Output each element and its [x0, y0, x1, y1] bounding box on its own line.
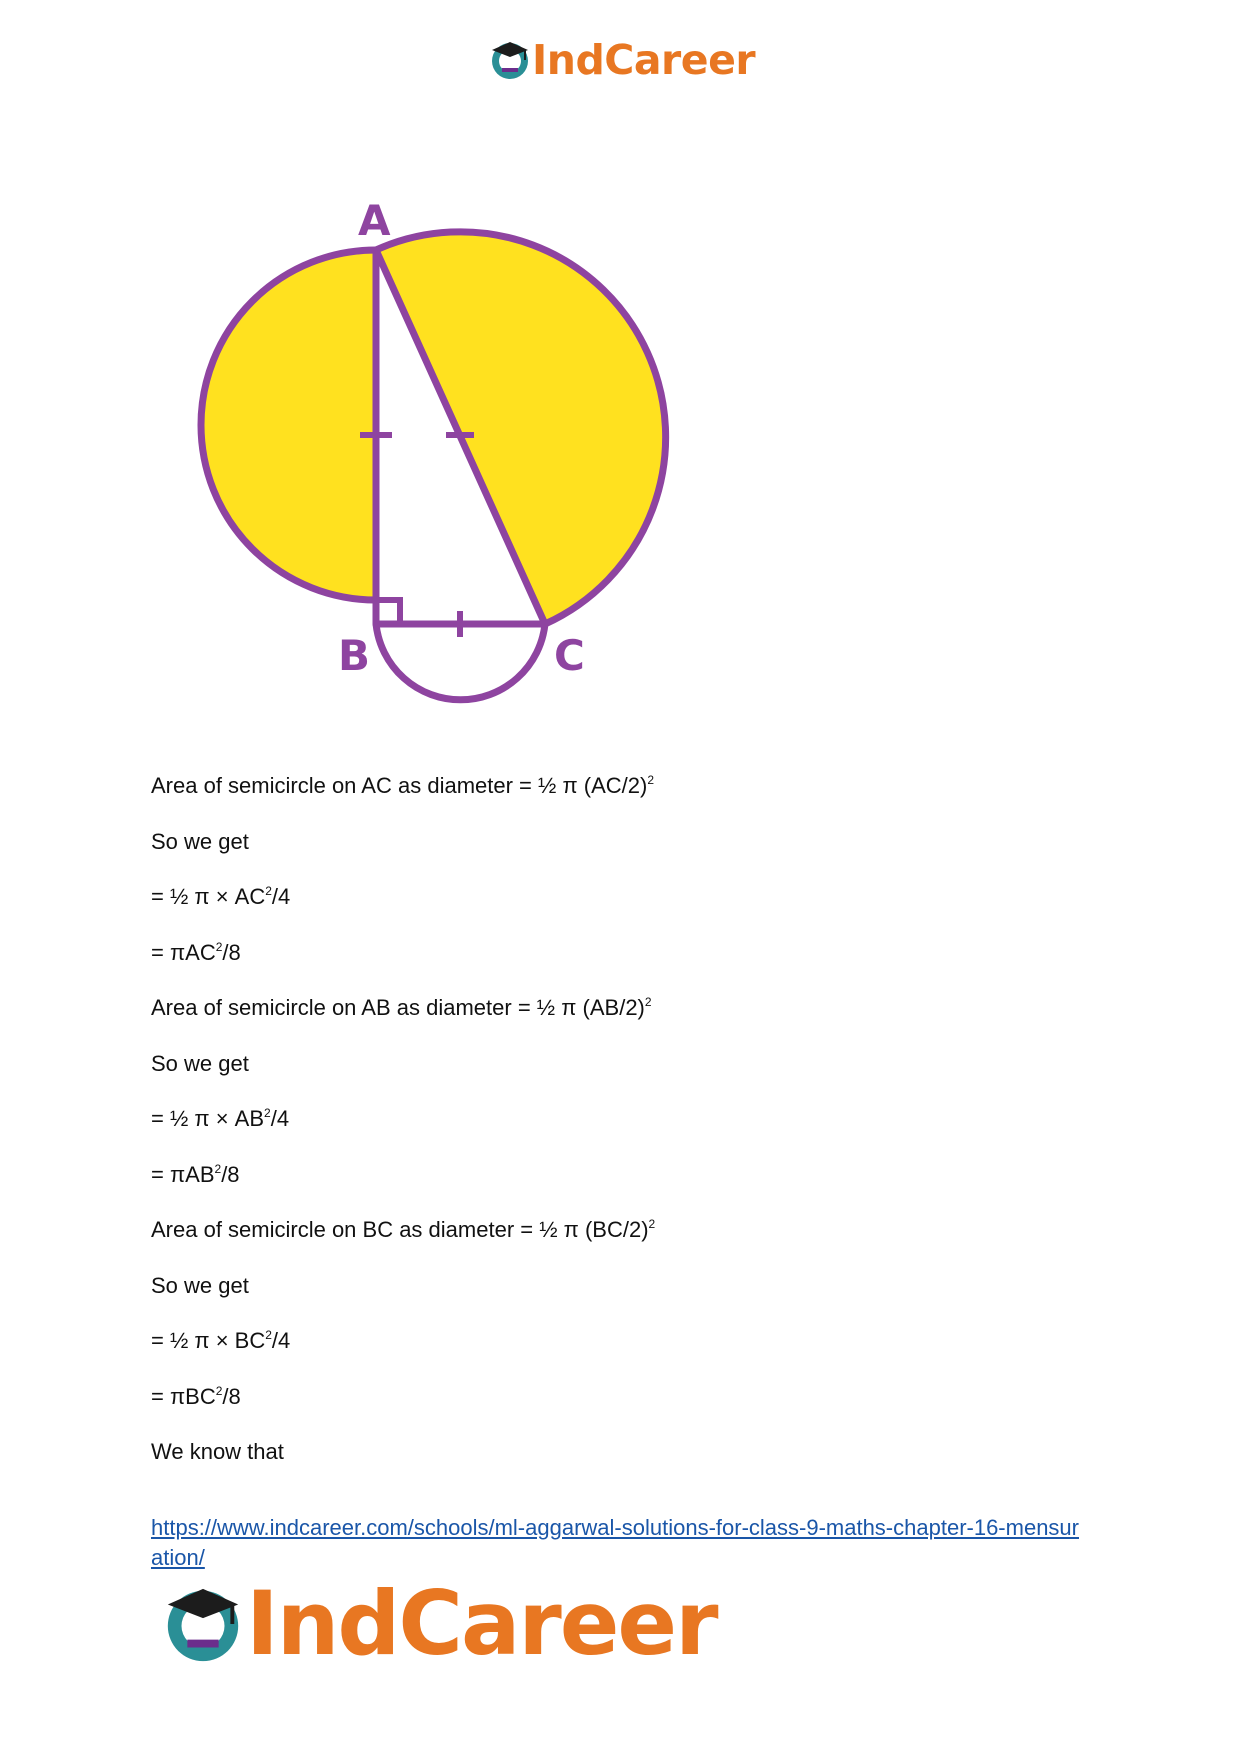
semicircle-ab-fill [201, 250, 376, 600]
brand-name: IndCareer [246, 1572, 717, 1675]
text-line: Area of semicircle on AC as diameter = ½ π $(AC/2)^2$ [151, 773, 654, 798]
text-line: = ½ $\pi \times AC^2/4$ [151, 884, 291, 909]
text-line: So we get [151, 1050, 249, 1076]
text-line: = ½ $\pi \times BC^2/4$ [151, 1328, 291, 1353]
label-b: B [338, 631, 371, 680]
brand-name: IndCareer [532, 35, 756, 84]
text-line: So we get [151, 828, 249, 854]
text-line: Area of semicircle on AB as diameter = ½ π $(AB/2)^2$ [151, 995, 652, 1020]
text-line: = ½ $\pi \times AB^2/4$ [151, 1106, 290, 1131]
text-line: = πAC$^2$/8 [151, 939, 241, 965]
source-link[interactable]: https://www.indcareer.com/schools/ml-aggarwal-solutions-for-class-9-maths-chapter-16-mensuration/ [151, 1515, 1079, 1570]
graduation-cap-globe-icon [160, 1581, 246, 1667]
graduation-cap-globe-icon [488, 38, 532, 82]
solution-text [151, 758, 655, 1480]
header-logo[interactable] [488, 35, 756, 84]
geometry-figure [170, 195, 690, 740]
label-c: C [554, 631, 585, 680]
text-line: = πBC$^2$/8 [151, 1383, 241, 1409]
footer-logo[interactable] [160, 1572, 717, 1675]
text-line: So we get [151, 1272, 249, 1298]
text-line: Area of semicircle on BC as diameter = ½ π $(BC/2)^2$ [151, 1217, 656, 1242]
text-line: We know that [151, 1439, 284, 1464]
label-a: A [358, 196, 391, 245]
text-line: = πAB$^2$/8 [151, 1161, 240, 1187]
